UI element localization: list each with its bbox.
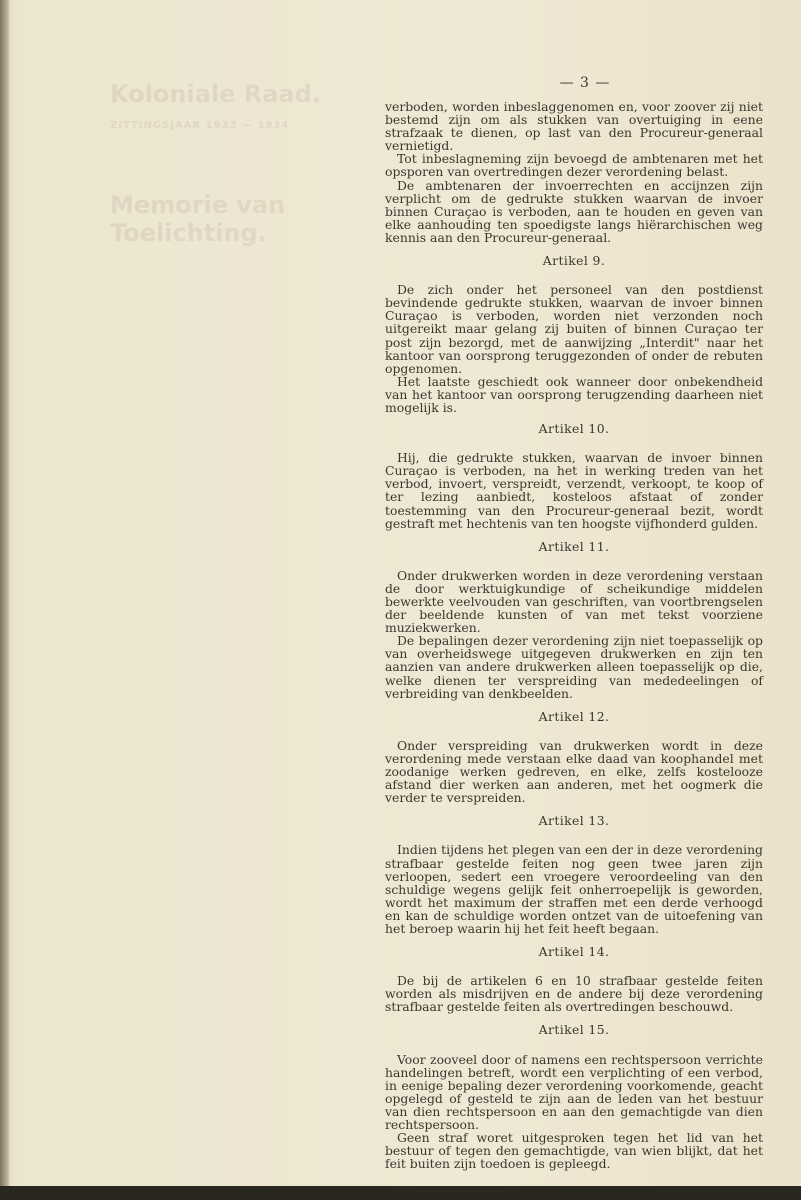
intro-paragraph-1: verboden, worden inbeslaggenomen en, voor zoover zij niet bestemd zijn om als stukken van overtuiging in eene strafzaak te dienen, op last van den Procureur-generaal vernietigd. (385, 99, 763, 154)
ghost-session: ZITTINGSJAAR 1933 — 1934 (110, 120, 290, 131)
article-12-paragraph-1: Onder verspreiding van drukwerken wordt in deze verordening mede verstaan elke daad van koophandel met zoodanige werken gedreven, en elke, zelfs kostelooze afstand dier werken aan anderen, met het oogmerk die verder te verspreiden. (385, 737, 763, 806)
intro-paragraph-2: Tot inbeslagneming zijn bevoegd de ambtenaren met het opsporen van overtredingen dezer verordening belast. (385, 151, 763, 180)
article-15-paragraph-2: Geen straf woret uitgesproken tegen het lid van het bestuur of tegen den gemachtigde, van wien blijkt, dat het feit buiten zijn toedoen is gepleegd. (385, 1130, 763, 1172)
article-13-paragraph-1: Indien tijdens het plegen van een der in deze verordening strafbaar gestelde feiten nog geen twee jaren zijn verloopen, sedert een vroegere veroordeeling van den schuldige wegens gelijk feit onherroepelijk is geworden, wordt het maximum der straffen met een derde verhoogd en kan de schuldige worden ontzet van de uitoefening van het beroep waarin hij het feit heeft begaan. (385, 842, 763, 936)
article-15-paragraph-1: Voor zooveel door of namens een rechtspersoon verrichte handelingen betreft, wordt een verplichting of een verbod, in eenige bepaling dezer verordening voorkomende, geacht opgelegd of gesteld te zijn aan de leden van het bestuur van dien rechtspersoon en aan den gemachtigde van dien rechtspersoon. (385, 1051, 763, 1132)
article-10-heading: Artikel 10. (538, 421, 610, 437)
page-number: — 3 — (559, 75, 611, 91)
text-column (385, 100, 763, 1170)
article-9-paragraph-1: De zich onder het personeel van den postdienst bevindende gedrukte stukken, waarvan de invoer binnen Curaçao is verboden, worden niet verzonden noch uitgereikt maar gelang zij buiten of binnen Curaçao ter post zijn bezorgd, met de aanwijzing „Interdit" naar het kantoor van oorsprong teruggezonden of onder de rebuten opgenomen. (385, 282, 763, 376)
ghost-memorie: Memorie van Toelichting. (110, 191, 286, 247)
article-9-heading: Artikel 9. (542, 253, 606, 269)
intro-paragraph-3: De ambtenaren der invoerrechten en accijnzen zijn verplicht om de gedrukte stukken waarvan de invoer binnen Curaçao is verboden, aan te houden en geven van elke aanhouding ten spoedigste langs hiërarchischen weg kennis aan den Procureur-generaal. (385, 177, 763, 245)
article-11-paragraph-1: Onder drukwerken worden in deze verordening verstaan de door werktuigkundige of scheikundige middelen bewerkte veelvouden van geschriften, van voortbrengselen der beeldende kunsten of van met tekst voorziene muziekwerken. (385, 567, 763, 636)
ghost-title: Koloniale Raad. (110, 80, 321, 108)
scan-bottom-edge (0, 1186, 801, 1200)
article-14-paragraph-1: De bij de artikelen 6 en 10 strafbaar gestelde feiten worden als misdrijven en de andere bij deze verordening strafbaar gestelde feiten als overtredingen beschouwd. (385, 973, 763, 1015)
article-9-paragraph-2: Het laatste geschiedt ook wanneer door onbekendheid van het kantoor van oorsprong terugzending daarheen niet mogelijk is. (385, 373, 763, 415)
bleed-through-ghost-text (110, 80, 370, 320)
article-12-heading: Artikel 12. (538, 708, 610, 724)
article-11-heading: Artikel 11. (538, 538, 610, 554)
article-13-heading: Artikel 13. (538, 813, 610, 829)
article-15-heading: Artikel 15. (538, 1022, 610, 1038)
article-14-heading: Artikel 14. (538, 944, 610, 960)
page-binding-edge (0, 0, 10, 1200)
article-11-paragraph-2: De bepalingen dezer verordening zijn niet toepasselijk op van overheidswege uitgegeven drukwerken en zijn ten aanzien van andere drukwerken alleen toepasselijk op die, welke dienen ter verspreiding van mededeelingen of verbreiding van denkbeelden. (385, 633, 763, 701)
article-10-paragraph-1: Hij, die gedrukte stukken, waarvan de invoer binnen Curaçao is verboden, na het in werking treden van het verbod, invoert, verspreidt, verzendt, verkoopt, te koop of ter lezing aanbiedt, kosteloos afstaat of zonder toestemming van den Procureur-generaal bezit, wordt gestraft met hechtenis van ten hoogste vijfhonderd gulden. (385, 450, 763, 531)
